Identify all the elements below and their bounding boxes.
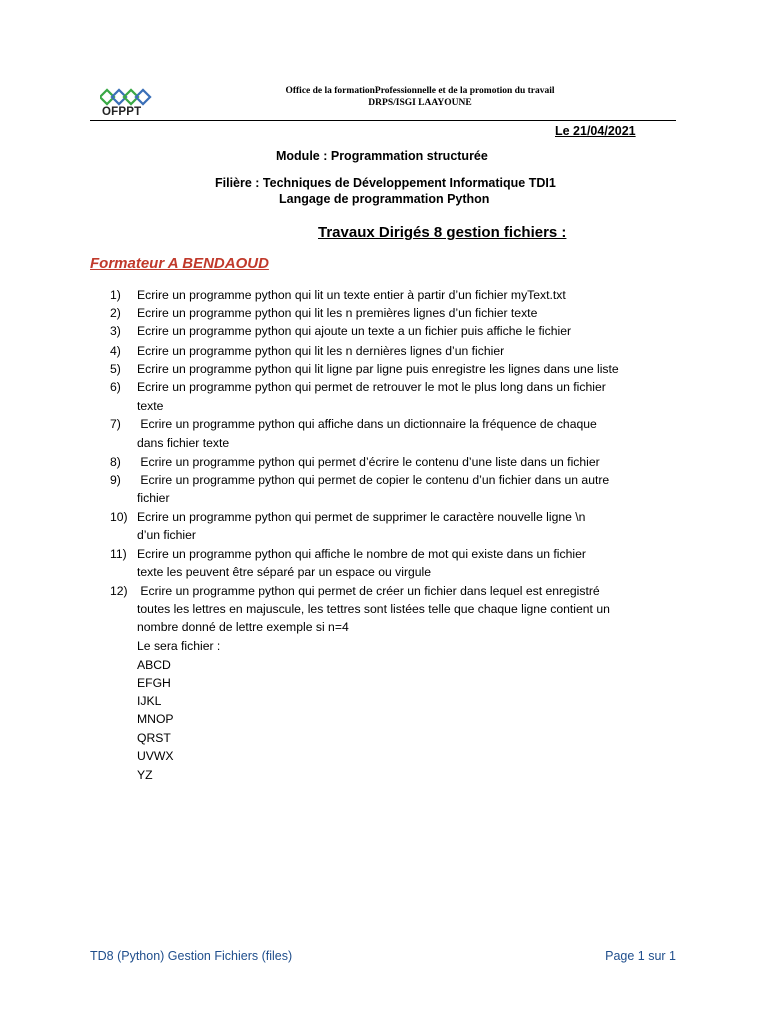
exercise-text: Ecrire un programme python qui lit ligne par ligne puis enregistre les lignes dans une liste [137, 362, 619, 376]
exercise-10-continuation: d’un fichier [137, 528, 196, 542]
exercise-number: 3) [110, 324, 121, 338]
exercise-11 [110, 545, 586, 563]
example-line: IJKL [137, 694, 162, 708]
exercise-12-line-4: Le sera fichier : [137, 639, 221, 653]
example-line: UVWX [137, 749, 174, 763]
document-title: Travaux Dirigés 8 gestion fichiers : [318, 224, 567, 241]
exercise-6-continuation: texte [137, 399, 164, 413]
exercise-1 [110, 286, 566, 304]
footer-title: TD8 (Python) Gestion Fichiers (files) [90, 949, 293, 963]
example-line: ABCD [137, 658, 171, 672]
langage-label: Langage de programmation Python [279, 192, 490, 206]
exercise-7-continuation: dans fichier texte [137, 436, 230, 450]
exercise-12-line-2: toutes les lettres en majuscule, les tettres sont listées telle que chaque ligne contient un [137, 602, 610, 616]
exercise-8 [110, 453, 600, 471]
example-line: YZ [137, 768, 153, 782]
example-line: QRST [137, 731, 171, 745]
exercise-text: Ecrire un programme python qui permet de retrouver le mot le plus long dans un fichier [137, 380, 606, 394]
exercise-number: 7) [110, 417, 121, 431]
exercise-text: Ecrire un programme python qui affiche dans un dictionnaire la fréquence de chaque [137, 417, 597, 431]
exercise-number: 10) [110, 510, 128, 524]
exercise-11-continuation: texte les peuvent être séparé par un espace ou virgule [137, 565, 432, 579]
exercise-number: 5) [110, 362, 121, 376]
exercise-6 [110, 378, 606, 396]
exercise-9 [110, 471, 609, 489]
exercise-5 [110, 360, 619, 378]
exercise-12-line-3: nombre donné de lettre exemple si n=4 [137, 620, 349, 634]
exercise-4 [110, 342, 504, 360]
example-line: EFGH [137, 676, 171, 690]
logo-text: OFPPT [102, 106, 142, 118]
exercise-text: Ecrire un programme python qui permet de créer un fichier dans lequel est enregistré [137, 584, 600, 598]
exercise-number: 11) [110, 547, 127, 561]
exercise-7 [110, 415, 597, 433]
filiere-label: Filière : Techniques de Développement Informatique TDI1 [215, 176, 556, 190]
exercise-text: Ecrire un programme python qui affiche le nombre de mot qui existe dans un fichier [137, 547, 586, 561]
header-divider [90, 120, 676, 121]
exercise-number: 9) [110, 473, 121, 487]
exercise-2 [110, 304, 537, 322]
exercise-number: 2) [110, 306, 121, 320]
document-date: Le 21/04/2021 [555, 124, 636, 138]
exercise-number: 8) [110, 455, 121, 469]
footer-page-number: Page 1 sur 1 [605, 949, 676, 963]
formateur-name: Formateur A BENDAOUD [90, 255, 269, 272]
exercise-text: Ecrire un programme python qui lit un texte entier à partir d’un fichier myText.txt [137, 288, 566, 302]
module-label: Module : Programmation structurée [276, 149, 488, 163]
exercise-12 [110, 582, 600, 600]
exercise-number: 4) [110, 344, 121, 358]
exercise-text: Ecrire un programme python qui ajoute un texte a un fichier puis affiche le fichier [137, 324, 572, 338]
org-line-1: Office de la formationProfessionnelle et de la promotion du travail [285, 86, 555, 96]
exercise-text: Ecrire un programme python qui permet d’écrire le contenu d’une liste dans un fichier [137, 455, 600, 469]
exercise-number: 6) [110, 380, 121, 394]
exercise-3 [110, 322, 571, 340]
exercise-number: 12) [110, 584, 128, 598]
exercise-text: Ecrire un programme python qui permet de copier le contenu d’un fichier dans un autre [137, 473, 610, 487]
exercise-text: Ecrire un programme python qui lit les n premières lignes d’un fichier texte [137, 306, 538, 320]
example-line: MNOP [137, 712, 174, 726]
exercise-9-continuation: fichier [137, 491, 170, 505]
exercise-10 [110, 508, 585, 526]
exercise-text: Ecrire un programme python qui lit les n dernières lignes d’un fichier [137, 344, 505, 358]
exercise-text: Ecrire un programme python qui permet de supprimer le caractère nouvelle ligne \n [137, 510, 586, 524]
org-line-2: DRPS/ISGI LAAYOUNE [368, 98, 472, 108]
exercise-number: 1) [110, 288, 121, 302]
